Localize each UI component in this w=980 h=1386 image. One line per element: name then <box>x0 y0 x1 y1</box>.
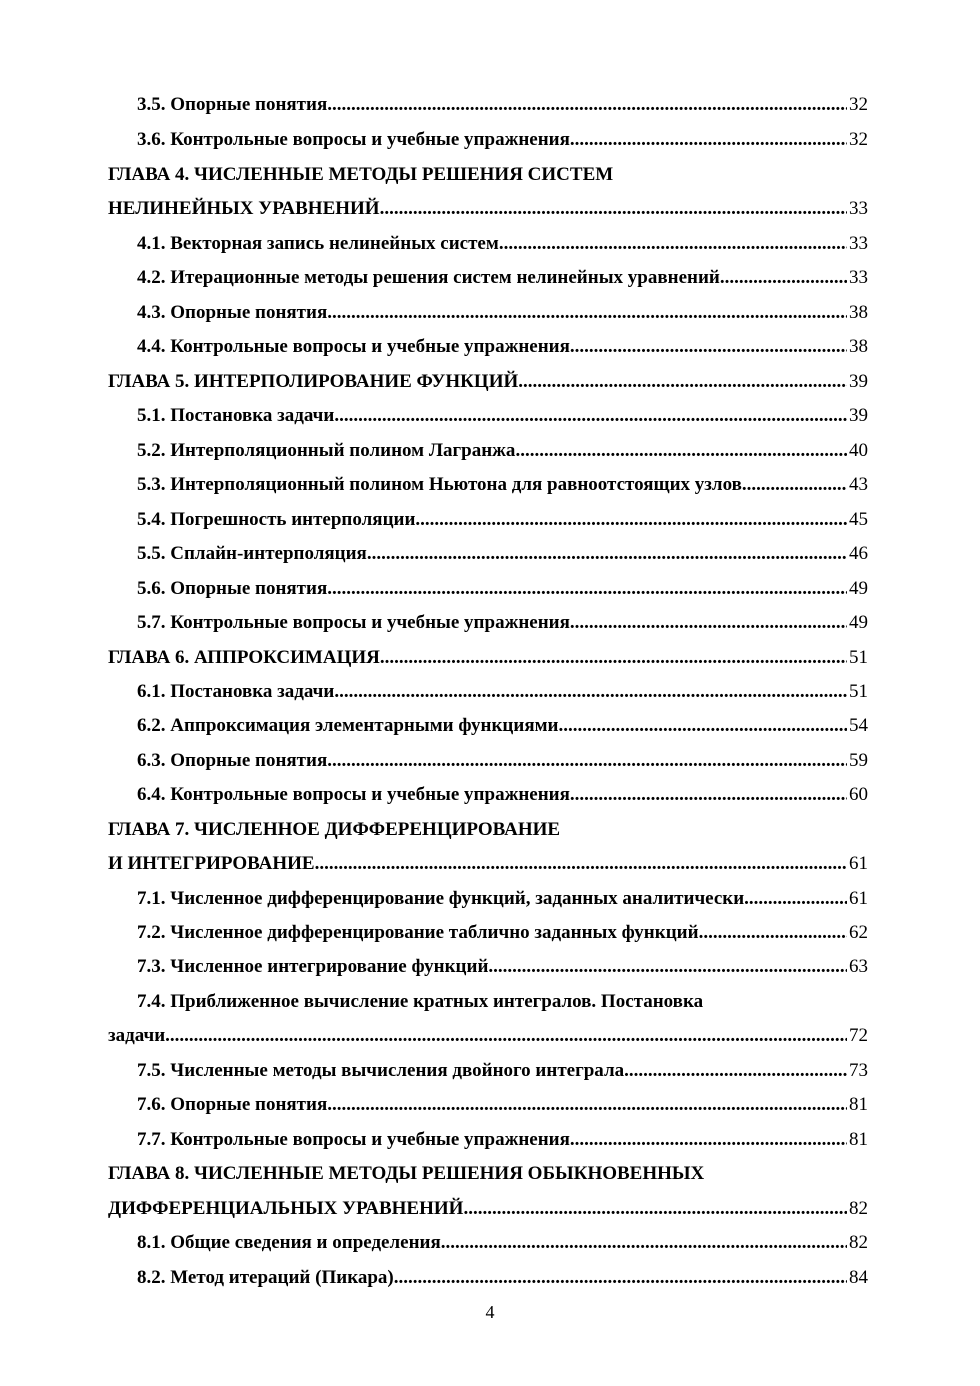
page-number: 4 <box>485 1302 495 1322</box>
toc-entry-title: 5.4. Погрешность интерполяции <box>137 509 416 530</box>
toc-entry-title: 6.1. Постановка задачи <box>137 681 335 702</box>
dot-leader <box>488 955 847 979</box>
toc-entry-page: 43 <box>849 474 868 495</box>
toc-entry[interactable] <box>108 852 868 876</box>
toc-entry[interactable] <box>137 1231 868 1255</box>
dot-leader <box>334 680 847 704</box>
toc-entry-page: 72 <box>849 1025 868 1046</box>
toc-entry[interactable] <box>137 508 868 532</box>
toc-entry[interactable] <box>137 404 868 428</box>
toc-entry[interactable] <box>137 921 868 945</box>
toc-entry[interactable] <box>137 1059 868 1083</box>
toc-entry-title: 7.5. Численные методы вычисления двойного интеграла <box>137 1060 625 1081</box>
dot-leader <box>394 1266 847 1290</box>
toc-entry-title: ГЛАВА 6. АППРОКСИМАЦИЯ <box>108 647 380 668</box>
toc-entry-page: 39 <box>849 371 868 392</box>
toc-entry[interactable] <box>108 197 868 221</box>
toc-entry[interactable] <box>137 749 868 773</box>
toc-entry-page: 49 <box>849 612 868 633</box>
toc-entry-title: 6.2. Аппроксимация элементарными функциями <box>137 715 559 736</box>
toc-entry-page: 60 <box>849 784 868 805</box>
dot-leader <box>415 508 847 532</box>
dot-leader <box>523 370 847 394</box>
dot-leader <box>327 749 847 773</box>
dot-leader <box>570 783 847 807</box>
toc-entry-page: 33 <box>849 267 868 288</box>
toc-entry-page: 39 <box>849 405 868 426</box>
toc-entry-page: 82 <box>849 1198 868 1219</box>
dot-leader <box>699 921 847 945</box>
toc-entry-page: 73 <box>849 1060 868 1081</box>
toc-entry-title: И ИНТЕГРИРОВАНИЕ <box>108 853 315 874</box>
toc-entry-title: 5.2. Интерполяционный полином Лагранжа <box>137 440 516 461</box>
dot-leader <box>384 197 847 221</box>
toc-entry[interactable] <box>137 714 868 738</box>
toc-entry-title: ГЛАВА 5. ИНТЕРПОЛИРОВАНИЕ ФУНКЦИЙ. <box>108 371 524 392</box>
toc-entry-page: 54 <box>849 715 868 736</box>
dot-leader <box>367 542 847 566</box>
toc-entry-page: 51 <box>849 681 868 702</box>
toc-entry-title: 8.2. Метод итераций (Пикара) <box>137 1267 394 1288</box>
dot-leader <box>720 266 847 290</box>
toc-entry[interactable] <box>137 1093 868 1117</box>
dot-leader <box>327 93 847 117</box>
toc-entry-page: 33 <box>849 233 868 254</box>
dot-leader <box>315 852 847 876</box>
dot-leader <box>463 1197 847 1221</box>
dot-leader <box>570 128 847 152</box>
toc-entry-title: 4.3. Опорные понятия <box>137 302 328 323</box>
toc-entry[interactable] <box>137 783 868 807</box>
toc-entry[interactable] <box>137 232 868 256</box>
toc-entry-heading[interactable] <box>137 990 868 1014</box>
toc-entry-page: 32 <box>849 129 868 150</box>
dot-leader <box>165 1024 847 1048</box>
dot-leader <box>570 611 847 635</box>
dot-leader <box>744 887 847 911</box>
toc-entry[interactable] <box>137 542 868 566</box>
toc-entry-title: 7.1. Численное дифференцирование функций, заданных аналитически <box>137 888 745 909</box>
toc-entry-title: 7.3. Численное интегрирование функций <box>137 956 489 977</box>
toc-entry[interactable] <box>137 680 868 704</box>
toc-entry-title: 5.3. Интерполяционный полином Ньютона для равноотстоящих узлов <box>137 474 742 495</box>
toc-entry-page: 63 <box>849 956 868 977</box>
toc-chapter-heading[interactable] <box>108 1162 868 1186</box>
dot-leader <box>742 473 847 497</box>
toc-entry[interactable] <box>108 370 868 394</box>
toc-entry[interactable] <box>137 128 868 152</box>
toc-entry[interactable] <box>108 1024 868 1048</box>
toc-entry-page: 40 <box>849 440 868 461</box>
toc-entry-page: 62 <box>849 922 868 943</box>
toc-entry-page: 33 <box>849 198 868 219</box>
toc-chapter-heading[interactable] <box>108 818 868 842</box>
toc-entry-title: 5.6. Опорные понятия <box>137 578 328 599</box>
dot-leader <box>559 714 848 738</box>
dot-leader <box>570 335 847 359</box>
dot-leader <box>499 232 847 256</box>
toc-entry-title: 5.5. Сплайн-интерполяция <box>137 543 367 564</box>
toc-entry[interactable] <box>137 301 868 325</box>
toc-entry[interactable] <box>137 266 868 290</box>
toc-entry-page: 51 <box>849 647 868 668</box>
toc-entry-title: 7.7. Контрольные вопросы и учебные упражнения <box>137 1129 570 1150</box>
toc-entry-title: ГЛАВА 8. ЧИСЛЕННЫЕ МЕТОДЫ РЕШЕНИЯ ОБЫКНОВЕННЫХ <box>108 1163 705 1184</box>
toc-entry-title: 7.4. Приближенное вычисление кратных интегралов. Постановка <box>137 991 704 1012</box>
toc-entry-title: 6.4. Контрольные вопросы и учебные упражнения <box>137 784 570 805</box>
toc-entry-page: 38 <box>849 336 868 357</box>
toc-entry-page: 61 <box>849 888 868 909</box>
toc-entry-title: 6.3. Опорные понятия <box>137 750 328 771</box>
dot-leader <box>570 1128 847 1152</box>
dot-leader <box>441 1231 847 1255</box>
toc-entry-title: ДИФФЕРЕНЦИАЛЬНЫХ УРАВНЕНИЙ <box>108 1198 464 1219</box>
toc-chapter-heading[interactable] <box>108 163 868 187</box>
dot-leader <box>327 1093 847 1117</box>
toc-entry[interactable] <box>137 1266 868 1290</box>
toc-entry[interactable] <box>137 887 868 911</box>
toc-entry-title: НЕЛИНЕЙНЫХ УРАВНЕНИЙ. <box>108 198 385 219</box>
toc-entry-title: 5.1. Постановка задачи <box>137 405 335 426</box>
toc-entry-title: 3.6. Контрольные вопросы и учебные упражнения <box>137 129 570 150</box>
toc-entry-title: 4.1. Векторная запись нелинейных систем <box>137 233 499 254</box>
dot-leader <box>327 577 847 601</box>
toc-entry[interactable] <box>137 335 868 359</box>
toc-entry[interactable] <box>137 473 868 497</box>
toc-entry-page: 46 <box>849 543 868 564</box>
toc-entry-page: 84 <box>849 1267 868 1288</box>
toc-entry[interactable] <box>137 93 868 117</box>
toc-entry-page: 82 <box>849 1232 868 1253</box>
dot-leader <box>327 301 847 325</box>
toc-entry-page: 49 <box>849 578 868 599</box>
toc-entry-title: задачи <box>108 1025 166 1046</box>
toc-entry-page: 32 <box>849 94 868 115</box>
toc-entry[interactable] <box>137 1128 868 1152</box>
toc-entry-title: 4.4. Контрольные вопросы и учебные упражнения <box>137 336 570 357</box>
dot-leader <box>380 646 847 670</box>
toc-entry[interactable] <box>137 577 868 601</box>
toc-entry-page: 59 <box>849 750 868 771</box>
toc-entry-page: 81 <box>849 1094 868 1115</box>
dot-leader <box>515 439 847 463</box>
toc-entry-page: 61 <box>849 853 868 874</box>
toc-entry-title: 3.5. Опорные понятия <box>137 94 328 115</box>
toc-entry-title: 7.6. Опорные понятия <box>137 1094 328 1115</box>
dot-leader <box>624 1059 847 1083</box>
toc-entry[interactable] <box>137 439 868 463</box>
toc-entry-page: 38 <box>849 302 868 323</box>
toc-entry-title: 4.2. Итерационные методы решения систем нелинейных уравнений <box>137 267 720 288</box>
toc-entry[interactable] <box>137 955 868 979</box>
toc-entry[interactable] <box>108 1197 868 1221</box>
toc-entry-title: ГЛАВА 4. ЧИСЛЕННЫЕ МЕТОДЫ РЕШЕНИЯ СИСТЕМ <box>108 164 614 185</box>
toc-entry-title: ГЛАВА 7. ЧИСЛЕННОЕ ДИФФЕРЕНЦИРОВАНИЕ <box>108 819 561 840</box>
toc-entry-title: 7.2. Численное дифференцирование таблично заданных функций <box>137 922 699 943</box>
toc-entry-title: 8.1. Общие сведения и определения <box>137 1232 441 1253</box>
dot-leader <box>334 404 847 428</box>
toc-entry-page: 45 <box>849 509 868 530</box>
toc-entry-page: 81 <box>849 1129 868 1150</box>
toc-entry[interactable] <box>108 646 868 670</box>
toc-entry-title: 5.7. Контрольные вопросы и учебные упражнения <box>137 612 570 633</box>
toc-entry[interactable] <box>137 611 868 635</box>
